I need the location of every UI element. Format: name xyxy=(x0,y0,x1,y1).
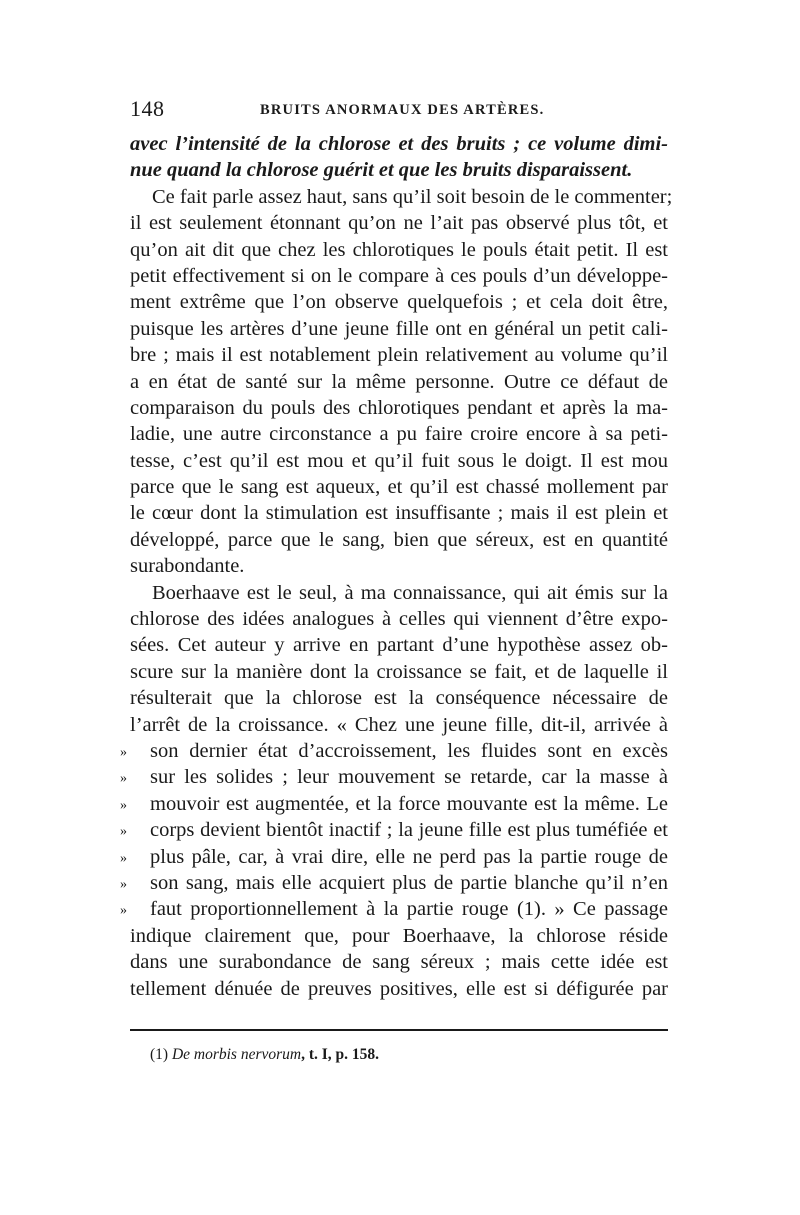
running-head: BRUITS ANORMAUX DES ARTÈRES. xyxy=(260,102,545,118)
quote-line xyxy=(120,817,668,843)
quote-text: mouvoir est augmentée, et la force mouvante est la même. Le xyxy=(150,792,668,815)
text-line: parce que le sang est aqueux, et qu’il est chassé mollement par xyxy=(130,476,668,499)
page-header xyxy=(130,96,668,126)
paragraph-start-line: Boerhaave est le seul, à ma connaissance, qui ait émis sur la xyxy=(152,581,668,604)
quote-mark: » xyxy=(120,771,127,787)
page-number: 148 xyxy=(130,96,165,121)
body-text xyxy=(120,131,673,1002)
footnote-reference: , t. I, p. 158. xyxy=(301,1046,380,1063)
text-line: nue quand la chlorose guérit et que les bruits disparaissent. xyxy=(130,159,633,182)
quote-text: plus pâle, car, à vrai dire, elle ne perd pas la partie rouge de xyxy=(150,845,668,868)
text-line: petit effectivement si on le compare à ces pouls d’un développe- xyxy=(130,264,668,287)
text-line: tesse, c’est qu’il est mou et qu’il fuit sous le doigt. Il est mou xyxy=(130,449,668,472)
text-line: résulterait que la chlorose est la conséquence nécessaire de xyxy=(130,687,668,710)
quote-text: son dernier état d’accroissement, les fluides sont en excès xyxy=(150,739,668,762)
text-line: indique clairement que, pour Boerhaave, la chlorose réside xyxy=(130,924,668,947)
quote-line xyxy=(120,870,668,896)
footnote-divider xyxy=(130,1029,668,1031)
text-line: dans une surabondance de sang séreux ; mais cette idée est xyxy=(130,951,668,974)
text-line: tellement dénuée de preuves positives, elle est si défigurée par xyxy=(130,977,668,1000)
quote-mark: » xyxy=(120,744,127,760)
paragraph-start-line: Ce fait parle assez haut, sans qu’il soit besoin de le commenter; xyxy=(152,185,673,208)
quote-mark: » xyxy=(120,850,127,866)
quote-text: corps devient bientôt inactif ; la jeune fille est plus tuméfiée et xyxy=(150,819,668,842)
quote-line xyxy=(120,791,668,817)
quote-text: sur les solides ; leur mouvement se retarde, car la masse à xyxy=(150,766,668,789)
quote-line xyxy=(120,844,668,870)
footnote-title: De morbis nervorum xyxy=(171,1046,302,1063)
text-line: l’arrêt de la croissance. « Chez une jeune fille, dit-il, arrivée à xyxy=(130,713,668,736)
text-line: qu’on ait dit que chez les chlorotiques le pouls était petit. Il est xyxy=(130,238,668,261)
text-line: le cœur dont la stimulation est insuffisante ; mais il est plein et xyxy=(130,502,668,525)
quote-mark: » xyxy=(120,797,127,813)
text-line: sées. Cet auteur y arrive en partant d’une hypothèse assez ob- xyxy=(130,634,668,657)
text-line: surabondante. xyxy=(130,555,245,578)
text-line: puisque les artères d’une jeune fille ont en général un petit cali- xyxy=(130,317,668,340)
quote-line xyxy=(120,764,668,790)
text-line: chlorose des idées analogues à celles qui viennent d’être expo- xyxy=(130,608,668,631)
text-line: il est seulement étonnant qu’on ne l’ait pas observé plus tôt, et xyxy=(130,212,668,235)
text-line: ladie, une autre circonstance a pu faire croire encore à sa peti- xyxy=(130,423,668,446)
text-line: développé, parce que le sang, bien que séreux, est en quantité xyxy=(130,528,668,551)
quote-line xyxy=(120,738,668,764)
text-line: ment extrême que l’on observe quelquefois ; et cela doit être, xyxy=(130,291,668,314)
footnote xyxy=(150,1046,379,1064)
text-line: a en état de santé sur la même personne. Outre ce défaut de xyxy=(130,370,668,393)
quote-mark: » xyxy=(120,876,127,892)
quote-text: faut proportionnellement à la partie rouge (1). » Ce passage xyxy=(150,898,668,921)
quote-text: son sang, mais elle acquiert plus de partie blanche qu’il n’en xyxy=(150,871,668,894)
quote-mark: » xyxy=(120,903,127,919)
text-line: comparaison du pouls des chlorotiques pendant et après la ma- xyxy=(130,396,668,419)
text-line: avec l’intensité de la chlorose et des bruits ; ce volume dimi- xyxy=(130,133,668,155)
text-line: bre ; mais il est notablement plein relativement au volume qu’il xyxy=(130,344,668,367)
quote-line xyxy=(120,896,668,922)
text-line: scure sur la manière dont la croissance se fait, et de laquelle il xyxy=(130,660,668,683)
quote-mark: » xyxy=(120,824,127,840)
footnote-marker: (1) xyxy=(150,1046,169,1063)
